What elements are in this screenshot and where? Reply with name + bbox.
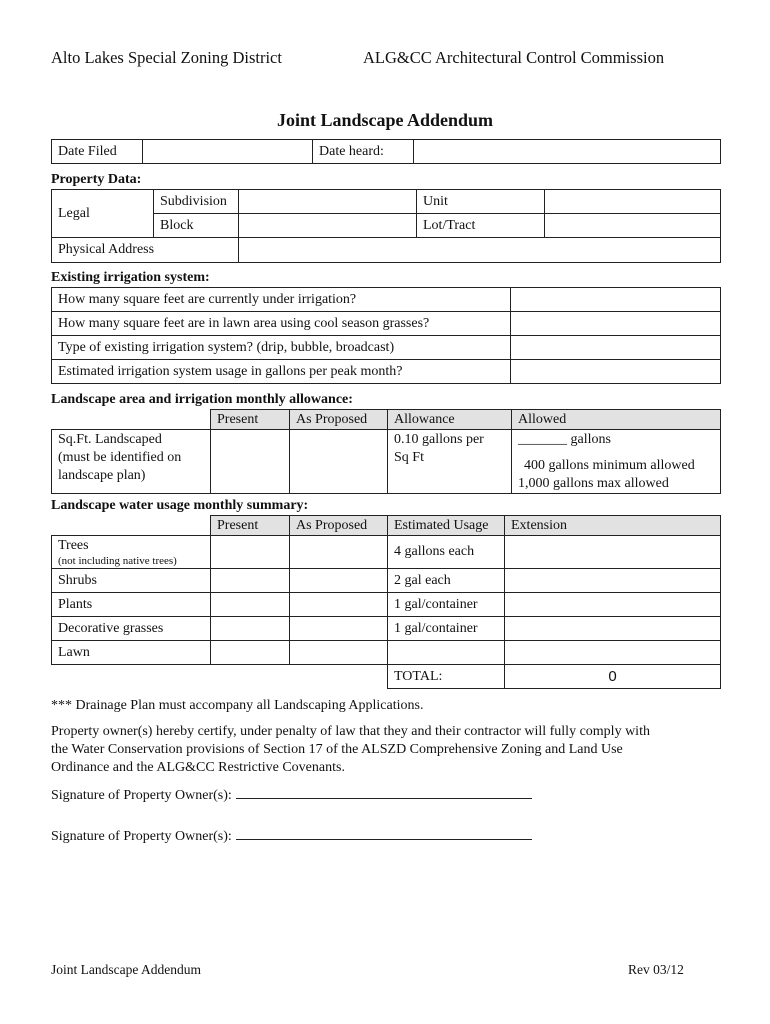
property-section-title: Property Data: bbox=[51, 172, 142, 187]
col-present: Present bbox=[211, 410, 290, 430]
irrigation-question: Estimated irrigation system usage in gallons per peak month? bbox=[52, 360, 511, 384]
block-field[interactable] bbox=[239, 214, 417, 238]
usage-section-title: Landscape water usage monthly summary: bbox=[51, 498, 309, 513]
address-label: Physical Address bbox=[52, 238, 239, 263]
irrigation-section-title: Existing irrigation system: bbox=[51, 270, 210, 285]
trees-label: Trees (not including native trees) bbox=[52, 536, 211, 569]
sqft-landscaped-label: Sq.Ft. Landscaped (must be identified on landscape plan) bbox=[52, 430, 211, 494]
block-label: Block bbox=[154, 214, 239, 238]
proposed-sqft-field[interactable] bbox=[290, 430, 388, 494]
usage-table bbox=[51, 515, 721, 689]
grasses-extension-field[interactable] bbox=[505, 617, 721, 641]
col-estimated-usage: Estimated Usage bbox=[388, 516, 505, 536]
commission-name: ALG&CC Architectural Control Commission bbox=[363, 48, 665, 67]
irrigation-question: How many square feet are currently under irrigation? bbox=[52, 288, 511, 312]
present-sqft-field[interactable] bbox=[211, 430, 290, 494]
grasses-usage: 1 gal/container bbox=[388, 617, 505, 641]
grasses-proposed-field[interactable] bbox=[290, 617, 388, 641]
date-heard-field[interactable] bbox=[414, 140, 721, 164]
signature-label: Signature of Property Owner(s): bbox=[51, 788, 232, 803]
total-blank bbox=[211, 665, 290, 689]
lawn-proposed-field[interactable] bbox=[290, 641, 388, 665]
total-value: 0 bbox=[505, 665, 721, 689]
signature-row-2 bbox=[51, 827, 532, 845]
shrubs-extension-field[interactable] bbox=[505, 569, 721, 593]
col-as-proposed: As Proposed bbox=[290, 410, 388, 430]
date-heard-label: Date heard: bbox=[313, 140, 414, 164]
property-table bbox=[51, 189, 721, 263]
signature-row-1 bbox=[51, 786, 532, 804]
trees-present-field[interactable] bbox=[211, 536, 290, 569]
lawn-usage bbox=[388, 641, 505, 665]
allowed-gallons: _______ gallons 400 gallons minimum allowed 1,000 gallons max allowed bbox=[512, 430, 721, 494]
signature-line[interactable] bbox=[236, 786, 532, 799]
plants-extension-field[interactable] bbox=[505, 593, 721, 617]
footer-revision: Rev 03/12 bbox=[628, 962, 684, 977]
shrubs-proposed-field[interactable] bbox=[290, 569, 388, 593]
district-name: Alto Lakes Special Zoning District bbox=[51, 48, 282, 67]
certification-text: Property owner(s) hereby certify, under penalty of law that they and their contractor will fully comply with the Water Conservation provisions of Section 17 of the ALSZD Comprehensive Zoning and Land Use Ordinance and the ALG&CC Restrictive Covenants. bbox=[51, 724, 650, 775]
subdivision-field[interactable] bbox=[239, 190, 417, 214]
legal-label: Legal bbox=[52, 190, 154, 238]
irrigation-question: Type of existing irrigation system? (drip, bubble, broadcast) bbox=[52, 336, 511, 360]
irrigation-answer-field[interactable] bbox=[511, 288, 721, 312]
trees-proposed-field[interactable] bbox=[290, 536, 388, 569]
usage-header-blank bbox=[52, 516, 211, 536]
allowance-header-blank bbox=[52, 410, 211, 430]
irrigation-answer-field[interactable] bbox=[511, 360, 721, 384]
plants-proposed-field[interactable] bbox=[290, 593, 388, 617]
plants-label: Plants bbox=[52, 593, 211, 617]
trees-usage: 4 gallons each bbox=[388, 536, 505, 569]
allowance-rate: 0.10 gallons per Sq Ft bbox=[388, 430, 512, 494]
unit-label: Unit bbox=[417, 190, 545, 214]
subdivision-label: Subdivision bbox=[154, 190, 239, 214]
lawn-label: Lawn bbox=[52, 641, 211, 665]
col-present: Present bbox=[211, 516, 290, 536]
col-allowance: Allowance bbox=[388, 410, 512, 430]
irrigation-answer-field[interactable] bbox=[511, 336, 721, 360]
irrigation-answer-field[interactable] bbox=[511, 312, 721, 336]
col-extension: Extension bbox=[505, 516, 721, 536]
signature-label: Signature of Property Owner(s): bbox=[51, 829, 232, 844]
shrubs-usage: 2 gal each bbox=[388, 569, 505, 593]
irrigation-question: How many square feet are in lawn area using cool season grasses? bbox=[52, 312, 511, 336]
date-filed-label: Date Filed bbox=[52, 140, 143, 164]
lot-field[interactable] bbox=[545, 214, 721, 238]
allowance-section-title: Landscape area and irrigation monthly allowance: bbox=[51, 392, 353, 407]
total-blank bbox=[52, 665, 211, 689]
lawn-present-field[interactable] bbox=[211, 641, 290, 665]
dates-table bbox=[51, 139, 721, 164]
irrigation-table bbox=[51, 287, 721, 384]
signature-line[interactable] bbox=[236, 827, 532, 840]
lot-label: Lot/Tract bbox=[417, 214, 545, 238]
allowance-table bbox=[51, 409, 721, 494]
drainage-note: *** Drainage Plan must accompany all Landscaping Applications. bbox=[51, 698, 424, 713]
grasses-label: Decorative grasses bbox=[52, 617, 211, 641]
grasses-present-field[interactable] bbox=[211, 617, 290, 641]
col-allowed: Allowed bbox=[512, 410, 721, 430]
footer-title: Joint Landscape Addendum bbox=[51, 962, 201, 977]
page-title: Joint Landscape Addendum bbox=[276, 110, 494, 130]
shrubs-label: Shrubs bbox=[52, 569, 211, 593]
unit-field[interactable] bbox=[545, 190, 721, 214]
trees-extension-field[interactable] bbox=[505, 536, 721, 569]
date-filed-field[interactable] bbox=[143, 140, 313, 164]
plants-usage: 1 gal/container bbox=[388, 593, 505, 617]
total-label: TOTAL: bbox=[388, 665, 505, 689]
shrubs-present-field[interactable] bbox=[211, 569, 290, 593]
plants-present-field[interactable] bbox=[211, 593, 290, 617]
total-blank bbox=[290, 665, 388, 689]
col-as-proposed: As Proposed bbox=[290, 516, 388, 536]
address-field[interactable] bbox=[239, 238, 721, 263]
lawn-extension-field[interactable] bbox=[505, 641, 721, 665]
